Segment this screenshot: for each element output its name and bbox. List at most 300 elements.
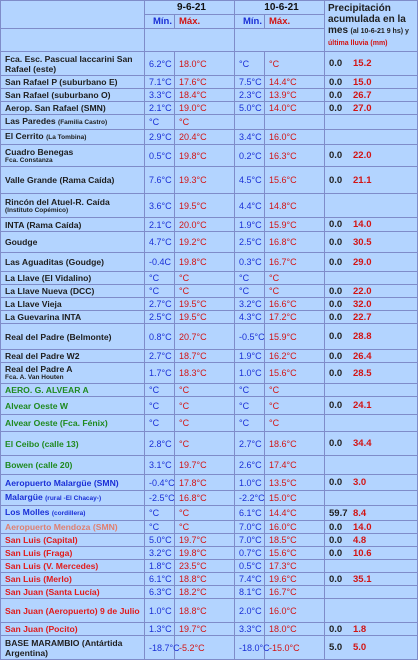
table-row: [1, 573, 418, 586]
precip-cell: [325, 350, 418, 363]
min-temp-day2: 1.9°C: [235, 350, 265, 363]
min-temp-day1: 2.7°C: [145, 350, 175, 363]
station-name: Los Molles: [5, 507, 50, 517]
precip-cell: [325, 432, 418, 456]
precip-cell: [325, 456, 418, 475]
max-temp-day1: 19.8°C: [175, 547, 235, 560]
max-temp-day1: 19.2°C: [175, 232, 235, 253]
max-temp-day2: 18.0°C: [265, 623, 325, 636]
precip-accumulated: 0.0: [329, 174, 343, 186]
precip-title-2: acumulada en la: [328, 14, 406, 25]
max-temp-day2: 15.6°C: [265, 167, 325, 194]
station-name-cell: [1, 76, 145, 89]
table-row: [1, 324, 418, 350]
station-name: San Luis (V. Mercedes): [5, 561, 99, 571]
min-temp-day2: -0.5°C: [235, 324, 265, 350]
max-temp-day2: 13.9°C: [265, 89, 325, 102]
precip-cell: [325, 145, 418, 167]
min-temp-day1: 3.6°C: [145, 194, 175, 218]
max-temp-day1: °C: [175, 521, 235, 534]
station-name-cell: [1, 432, 145, 456]
max-temp-day2: 15.9°C: [265, 324, 325, 350]
max-temp-day1: °C: [175, 384, 235, 397]
precip-cell: [325, 218, 418, 232]
precip-cell: [325, 397, 418, 415]
min-temp-day2: 7.0°C: [235, 521, 265, 534]
max-temp-day1: 19.3°C: [175, 167, 235, 194]
min-temp-day1: -0.4°C: [145, 475, 175, 491]
station-name-cell: [1, 89, 145, 102]
date-1-header: 9-6-21: [145, 1, 235, 15]
header-row-dates: [1, 1, 418, 15]
station-name: La Llave Vieja: [5, 299, 62, 309]
station-subtitle: (Familia Castro): [58, 119, 108, 126]
table-row: [1, 130, 418, 145]
precip-accumulated: 0.0: [329, 219, 343, 230]
table-header: [1, 1, 418, 52]
max-temp-day1: °C: [175, 272, 235, 285]
table-row: [1, 599, 418, 623]
max-temp-day2: 16.8°C: [265, 232, 325, 253]
min-temp-day1: °C: [145, 285, 175, 298]
min-temp-day1: °C: [145, 272, 175, 285]
min-temp-day1: 0.5°C: [145, 145, 175, 167]
max-temp-day1: 19.8°C: [175, 253, 235, 272]
table-row: [1, 547, 418, 560]
station-name: Cuadro Benegas: [5, 146, 74, 157]
max-temp-day2: 14.8°C: [265, 194, 325, 218]
precip-accumulated: 0.0: [329, 547, 343, 559]
precip-accumulated: 0.0: [329, 623, 343, 635]
precip-last-rain-value: 24.1: [353, 400, 372, 411]
station-name-cell: [1, 521, 145, 534]
min-temp-day2: -2.2°C: [235, 491, 265, 506]
table-body: [1, 52, 418, 660]
station-name-cell: [1, 491, 145, 506]
station-name: El Ceibo (calle 13): [5, 438, 79, 449]
precip-accumulated: 0.0: [329, 58, 343, 69]
max-temp-day2: 16.7°C: [265, 253, 325, 272]
precip-accumulated: 0.0: [329, 311, 343, 323]
min-temp-day2: 0.2°C: [235, 145, 265, 167]
min-temp-day2: °C: [235, 272, 265, 285]
precip-cell: [325, 506, 418, 521]
min-temp-day1: °C: [145, 415, 175, 432]
precip-cell: [325, 89, 418, 102]
min-temp-day2: 8.1°C: [235, 586, 265, 599]
min-temp-day2: 3.4°C: [235, 130, 265, 145]
precip-accumulated: 5.0: [329, 642, 343, 653]
max-temp-day1: 18.3°C: [175, 363, 235, 384]
table-row: [1, 102, 418, 115]
station-name: San Rafael (suburbano O): [5, 90, 111, 100]
min-temp-day2: °C: [235, 384, 265, 397]
precip-last-rain-value: 26.7: [353, 89, 372, 101]
precip-cell: [325, 363, 418, 384]
station-name: Aeropuerto Malargüe (SMN): [5, 477, 119, 488]
max-temp-day2: 14.4°C: [265, 506, 325, 521]
max-temp-day1: °C: [175, 285, 235, 298]
precip-accumulated: 59.7: [329, 507, 348, 519]
table-row: [1, 636, 418, 660]
station-name: Las Paredes: [5, 116, 56, 126]
precip-accumulated: 0.0: [329, 102, 343, 114]
table-row: [1, 432, 418, 456]
station-name: Malargüe: [5, 492, 43, 502]
max-temp-day2: °C: [265, 415, 325, 432]
precip-last-rain-value: 34.4: [353, 438, 372, 449]
station-name-cell: [1, 599, 145, 623]
min-temp-day1: 1.7°C: [145, 363, 175, 384]
min-temp-day1: 6.3°C: [145, 586, 175, 599]
table-row: [1, 475, 418, 491]
station-name-cell: [1, 167, 145, 194]
station-name: Real del Padre A: [5, 364, 73, 374]
min-temp-day1: °C: [145, 115, 175, 130]
station-name-cell: [1, 272, 145, 285]
max-temp-day1: °C: [175, 115, 235, 130]
station-name: La Llave (El Vidalino): [5, 273, 92, 283]
precip-last-rain-value: 15.2: [353, 58, 372, 69]
min-temp-day2: 5.0°C: [235, 102, 265, 115]
station-name: San Juan (Aeropuerto) 9 de Julio: [5, 605, 140, 616]
min-temp-day1: °C: [145, 521, 175, 534]
precip-last-rain-value: 14.0: [353, 219, 372, 230]
station-name-cell: [1, 232, 145, 253]
station-name: Fca. Esc. Pascual Iaccarini San Rafael (este): [5, 53, 133, 74]
precip-cell: [325, 311, 418, 324]
table-row: [1, 560, 418, 573]
table-row: [1, 491, 418, 506]
max-temp-day1: 20.7°C: [175, 324, 235, 350]
table-row: [1, 350, 418, 363]
precip-accumulated: 0.0: [329, 367, 343, 379]
station-name: Alvear Oeste (Fca. Fénix): [5, 418, 108, 428]
precip-accumulated: 0.0: [329, 89, 343, 101]
station-name: La Guevarina INTA: [5, 312, 82, 322]
station-name-cell: [1, 384, 145, 397]
max-temp-day1: 19.5°C: [175, 298, 235, 311]
precip-last-rain-value: 4.8: [353, 534, 367, 546]
precip-cell: [325, 167, 418, 194]
precip-cell: [325, 253, 418, 272]
max-temp-day2: 14.0°C: [265, 102, 325, 115]
precip-cell: [325, 272, 418, 285]
min-temp-day1: 1.8°C: [145, 560, 175, 573]
precip-cell: [325, 130, 418, 145]
max-temp-day1: 19.7°C: [175, 623, 235, 636]
precip-cell: [325, 534, 418, 547]
min-temp-day2: 3.3°C: [235, 623, 265, 636]
station-name-cell: [1, 534, 145, 547]
table-row: [1, 89, 418, 102]
precip-cell: [325, 102, 418, 115]
min-temp-day1: 2.7°C: [145, 298, 175, 311]
header-spacer-cell: [235, 29, 325, 52]
max-temp-day1: 17.8°C: [175, 475, 235, 491]
precip-last-rain-value: 3.0: [353, 477, 367, 488]
min-temp-day2: 0.7°C: [235, 547, 265, 560]
max-temp-day1: -5.2°C: [175, 636, 235, 660]
station-subtitle: (cordillera): [51, 510, 86, 517]
min-temp-day1: 3.1°C: [145, 456, 175, 475]
station-name: San Luis (Capital): [5, 535, 78, 545]
min-temp-day2: 2.5°C: [235, 232, 265, 253]
max-temp-day1: 19.5°C: [175, 194, 235, 218]
station-name-cell: [1, 547, 145, 560]
max-temp-day2: 13.5°C: [265, 475, 325, 491]
station-name-cell: [1, 298, 145, 311]
table-row: [1, 623, 418, 636]
max-temp-day2: 15.6°C: [265, 363, 325, 384]
min-temp-day1: 1.0°C: [145, 599, 175, 623]
station-name: Real del Padre W2: [5, 351, 80, 361]
precip-cell: [325, 623, 418, 636]
min-temp-day1: 7.6°C: [145, 167, 175, 194]
max-temp-day2: 16.7°C: [265, 586, 325, 599]
min-temp-day2: 7.5°C: [235, 76, 265, 89]
max-temp-day1: 20.4°C: [175, 130, 235, 145]
station-name-cell: [1, 475, 145, 491]
max-temp-day1: 18.8°C: [175, 573, 235, 586]
max-temp-day2: °C: [265, 397, 325, 415]
precip-accumulated: 0.0: [329, 438, 343, 449]
station-name: BASE MARAMBIO (Antártida Argentina): [5, 637, 123, 658]
station-name: Aeropuerto Mendoza (SMN): [5, 522, 118, 532]
precip-accumulated: 0.0: [329, 285, 343, 297]
precip-cell: [325, 415, 418, 432]
precip-title-3: mes: [328, 25, 349, 36]
station-subtitle: Fca. A. Van Houten: [5, 374, 64, 381]
precip-accumulated: 0.0: [329, 534, 343, 546]
precip-accumulated: 0.0: [329, 573, 343, 585]
table-row: [1, 76, 418, 89]
station-header-cell: [1, 1, 145, 29]
station-subtitle: Fca. Constanza: [5, 156, 53, 164]
max-temp-day2: 17.3°C: [265, 560, 325, 573]
table-row: [1, 272, 418, 285]
min-label-2: Mín.: [235, 15, 265, 29]
max-temp-day1: 17.6°C: [175, 76, 235, 89]
precip-cell: [325, 298, 418, 311]
min-temp-day1: -2.5°C: [145, 491, 175, 506]
min-temp-day2: 4.3°C: [235, 311, 265, 324]
min-temp-day2: 4.5°C: [235, 167, 265, 194]
min-temp-day1: 2.8°C: [145, 432, 175, 456]
min-temp-day2: 0.5°C: [235, 560, 265, 573]
max-temp-day1: 19.0°C: [175, 102, 235, 115]
max-temp-day2: 15.6°C: [265, 547, 325, 560]
max-temp-day1: 19.8°C: [175, 145, 235, 167]
precip-last-rain-value: 21.1: [353, 174, 372, 186]
precip-cell: [325, 285, 418, 298]
table-row: [1, 298, 418, 311]
precip-last-rain-value: 8.4: [353, 507, 367, 519]
min-temp-day1: °C: [145, 397, 175, 415]
station-name-cell: [1, 218, 145, 232]
station-name: La Llave Nueva (DCC): [5, 286, 95, 296]
table-row: [1, 167, 418, 194]
precip-cell: [325, 599, 418, 623]
max-temp-day1: °C: [175, 415, 235, 432]
max-temp-day1: 18.4°C: [175, 89, 235, 102]
table-row: [1, 506, 418, 521]
station-name: AERO. G. ALVEAR A: [5, 385, 89, 395]
precip-cell: [325, 115, 418, 130]
min-temp-day1: 2.1°C: [145, 218, 175, 232]
station-name-cell: [1, 324, 145, 350]
table-row: [1, 285, 418, 298]
min-temp-day1: 6.2°C: [145, 52, 175, 76]
min-temp-day2: 3.2°C: [235, 298, 265, 311]
max-temp-day2: 15.0°C: [265, 491, 325, 506]
max-label-2: Máx.: [265, 15, 325, 29]
max-temp-day1: 19.7°C: [175, 456, 235, 475]
header-spacer-cell: [145, 29, 235, 52]
station-name-cell: [1, 636, 145, 660]
max-temp-day2: 16.0°C: [265, 599, 325, 623]
station-name-cell: [1, 102, 145, 115]
station-name-cell: [1, 285, 145, 298]
precip-cell: [325, 52, 418, 76]
precip-cell: [325, 491, 418, 506]
table-row: [1, 397, 418, 415]
precip-cell: [325, 232, 418, 253]
precip-last-rain-value: 35.1: [353, 573, 372, 585]
precip-accumulated: 0.0: [329, 350, 343, 362]
table-row: [1, 194, 418, 218]
station-name-cell: [1, 573, 145, 586]
max-temp-day2: 18.6°C: [265, 432, 325, 456]
min-temp-day1: 6.1°C: [145, 573, 175, 586]
min-temp-day1: 1.3°C: [145, 623, 175, 636]
precip-last-rain-value: 26.4: [353, 350, 372, 362]
min-temp-day1: 2.1°C: [145, 102, 175, 115]
min-temp-day2: 0.3°C: [235, 253, 265, 272]
precip-last-rain-value: 32.0: [353, 298, 372, 310]
precip-accumulated: 0.0: [329, 256, 343, 268]
precip-accumulated: 0.0: [329, 477, 343, 488]
precip-last-rain-value: 5.0: [353, 642, 367, 653]
min-temp-day1: °C: [145, 384, 175, 397]
station-name: San Rafael P (suburbano E): [5, 77, 118, 87]
max-temp-day1: 18.2°C: [175, 586, 235, 599]
station-name: Bowen (calle 20): [5, 460, 73, 470]
station-name: Goudge: [5, 237, 38, 247]
station-name-cell: [1, 115, 145, 130]
min-temp-day2: 4.4°C: [235, 194, 265, 218]
max-label-1: Máx.: [175, 15, 235, 29]
precip-accumulated: 0.0: [329, 521, 343, 533]
table-row: [1, 415, 418, 432]
precip-last-rain-value: 28.5: [353, 367, 372, 379]
header-spacer-cell: [1, 29, 145, 52]
table-row: [1, 218, 418, 232]
min-temp-day1: 7.1°C: [145, 76, 175, 89]
precip-last-rain-value: 22.0: [353, 150, 372, 161]
table-row: [1, 52, 418, 76]
station-name: INTA (Rama Caída): [5, 219, 82, 230]
min-temp-day2: 2.7°C: [235, 432, 265, 456]
min-temp-day1: -18.7°C: [145, 636, 175, 660]
station-name: Las Aguaditas (Goudge): [5, 257, 104, 267]
station-name: San Luis (Fraga): [5, 548, 73, 558]
min-temp-day2: 2.3°C: [235, 89, 265, 102]
station-name-cell: [1, 623, 145, 636]
station-name: San Juan (Pocito): [5, 624, 78, 634]
precip-cell: [325, 573, 418, 586]
station-name-cell: [1, 456, 145, 475]
precip-cell: [325, 521, 418, 534]
max-temp-day2: °C: [265, 272, 325, 285]
station-subtitle: (La Tombina): [46, 134, 87, 141]
precip-last-rain-value: 27.0: [353, 102, 372, 114]
station-name-cell: [1, 145, 145, 167]
date-2-header: 10-6-21: [235, 1, 325, 15]
max-temp-day1: °C: [175, 432, 235, 456]
min-temp-day2: 7.0°C: [235, 534, 265, 547]
precip-cell: [325, 194, 418, 218]
station-name-cell: [1, 52, 145, 76]
max-temp-day2: -15.0°C: [265, 636, 325, 660]
min-temp-day2: °C: [235, 415, 265, 432]
precip-cell: [325, 324, 418, 350]
precip-header: [325, 1, 418, 52]
precip-last-rain-value: 28.8: [353, 331, 372, 342]
precip-cell: [325, 636, 418, 660]
min-label-1: Mín.: [145, 15, 175, 29]
table-row: [1, 232, 418, 253]
max-temp-day1: 19.5°C: [175, 311, 235, 324]
table-row: [1, 115, 418, 130]
table-row: [1, 521, 418, 534]
station-name: Real del Padre (Belmonte): [5, 331, 112, 342]
max-temp-day1: 18.0°C: [175, 52, 235, 76]
max-temp-day2: 16.2°C: [265, 350, 325, 363]
station-name-cell: [1, 397, 145, 415]
precip-cell: [325, 586, 418, 599]
table-row: [1, 145, 418, 167]
precip-accumulated: 0.0: [329, 331, 343, 342]
max-temp-day2: 14.4°C: [265, 76, 325, 89]
min-temp-day1: 4.7°C: [145, 232, 175, 253]
station-name-cell: [1, 415, 145, 432]
min-temp-day2: 2.0°C: [235, 599, 265, 623]
station-name-cell: [1, 253, 145, 272]
station-name: San Luis (Merlo): [5, 574, 72, 584]
min-temp-day1: 0.8°C: [145, 324, 175, 350]
min-temp-day1: 2.5°C: [145, 311, 175, 324]
precip-note: (al 10-6-21 9 hs) y: [350, 28, 409, 35]
max-temp-day2: [265, 115, 325, 130]
min-temp-day2: °C: [235, 285, 265, 298]
min-temp-day2: 2.6°C: [235, 456, 265, 475]
min-temp-day1: -0.4C: [145, 253, 175, 272]
max-temp-day2: 18.5°C: [265, 534, 325, 547]
max-temp-day2: 17.2°C: [265, 311, 325, 324]
table-row: [1, 534, 418, 547]
station-name-cell: [1, 586, 145, 599]
precip-cell: [325, 76, 418, 89]
station-name: San Juan (Santa Lucía): [5, 587, 100, 597]
precip-cell: [325, 475, 418, 491]
table-row: [1, 384, 418, 397]
station-name-cell: [1, 130, 145, 145]
station-subtitle: (Instituto Copémico): [5, 206, 69, 214]
max-temp-day2: °C: [265, 285, 325, 298]
station-name-cell: [1, 311, 145, 324]
precip-last-rain-value: 30.5: [353, 236, 372, 248]
